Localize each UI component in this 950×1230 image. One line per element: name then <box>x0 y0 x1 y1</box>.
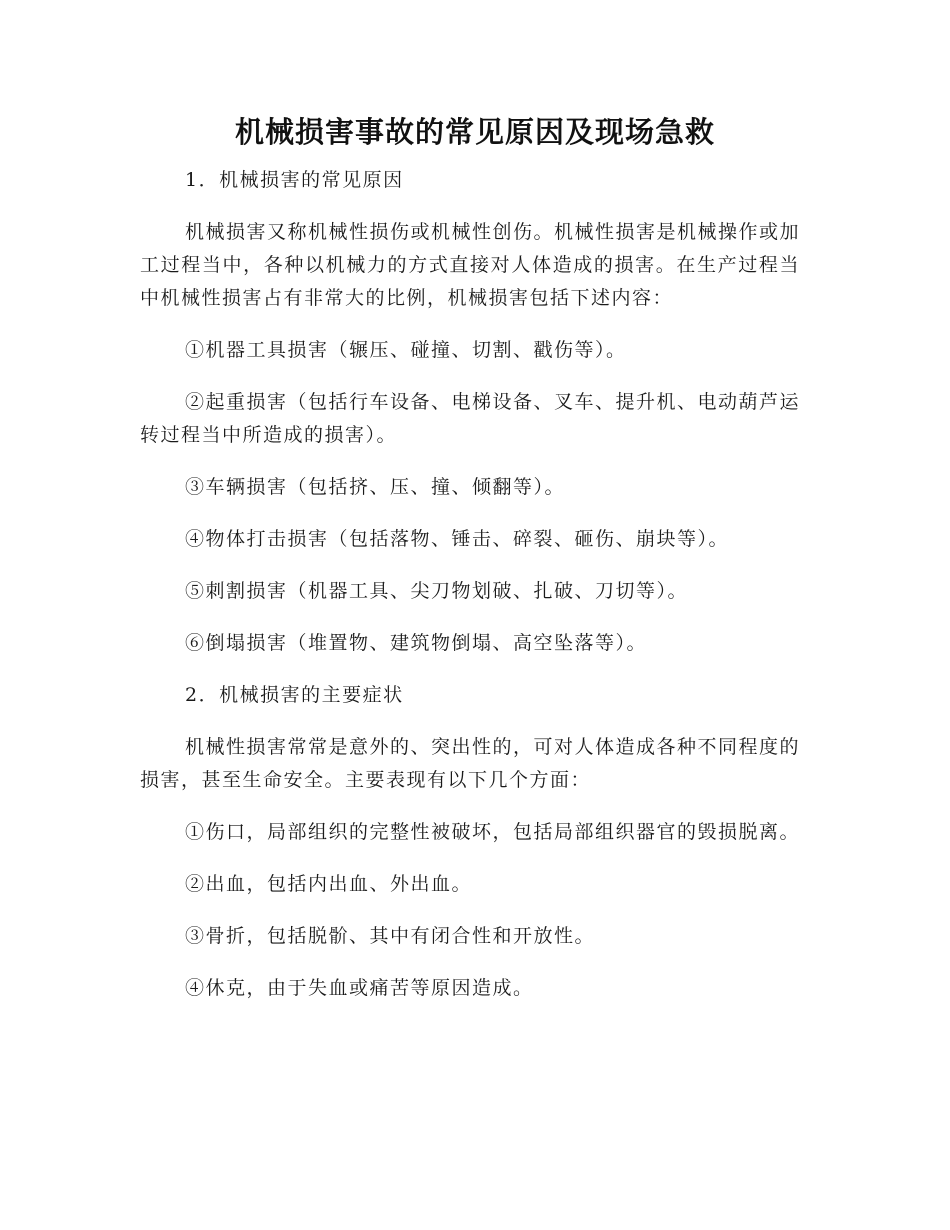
document-body <box>140 164 800 1024</box>
list-item: ③骨折，包括脱骱、其中有闭合性和开放性。 <box>185 925 596 947</box>
document-title: 机械损害事故的常见原因及现场急救 <box>234 115 715 149</box>
section-heading-causes: 1．机械损害的常见原因 <box>185 169 404 191</box>
paragraph: 机械损害又称机械性损伤或机械性创伤。机械性损害是机械操作或加工过程当中，各种以机械力的方式直接对人体造成的损害。在生产过程当中机械性损害占有非常大的比例，机械损害包括下述内容： <box>140 221 801 309</box>
list-item: ②起重损害（包括行车设备、电梯设备、叉车、提升机、电动葫芦运转过程当中所造成的损害）。 <box>140 391 801 446</box>
list-item: ②出血，包括内出血、外出血。 <box>185 873 473 895</box>
list-item: ④物体打击损害（包括落物、锤击、碎裂、砸伤、崩块等）。 <box>185 528 730 550</box>
list-item: ③车辆损害（包括挤、压、撞、倾翻等）。 <box>185 476 566 498</box>
list-item: ⑥倒塌损害（堆置物、建筑物倒塌、高空坠落等）。 <box>185 632 648 654</box>
list-item: ①伤口，局部组织的完整性被破坏，包括局部组织器官的毁损脱离。 <box>185 821 801 843</box>
list-item: ①机器工具损害（辗压、碰撞、切割、戳伤等）。 <box>185 339 627 361</box>
list-item: ④休克，由于失血或痛苦等原因造成。 <box>185 977 534 999</box>
paragraph: 机械性损害常常是意外的、突出性的，可对人体造成各种不同程度的损害，甚至生命安全。主要表现有以下几个方面： <box>140 736 801 791</box>
list-item: ⑤刺割损害（机器工具、尖刀物划破、扎破、刀切等）。 <box>185 580 689 602</box>
section-heading-symptoms: 2．机械损害的主要症状 <box>185 684 404 706</box>
